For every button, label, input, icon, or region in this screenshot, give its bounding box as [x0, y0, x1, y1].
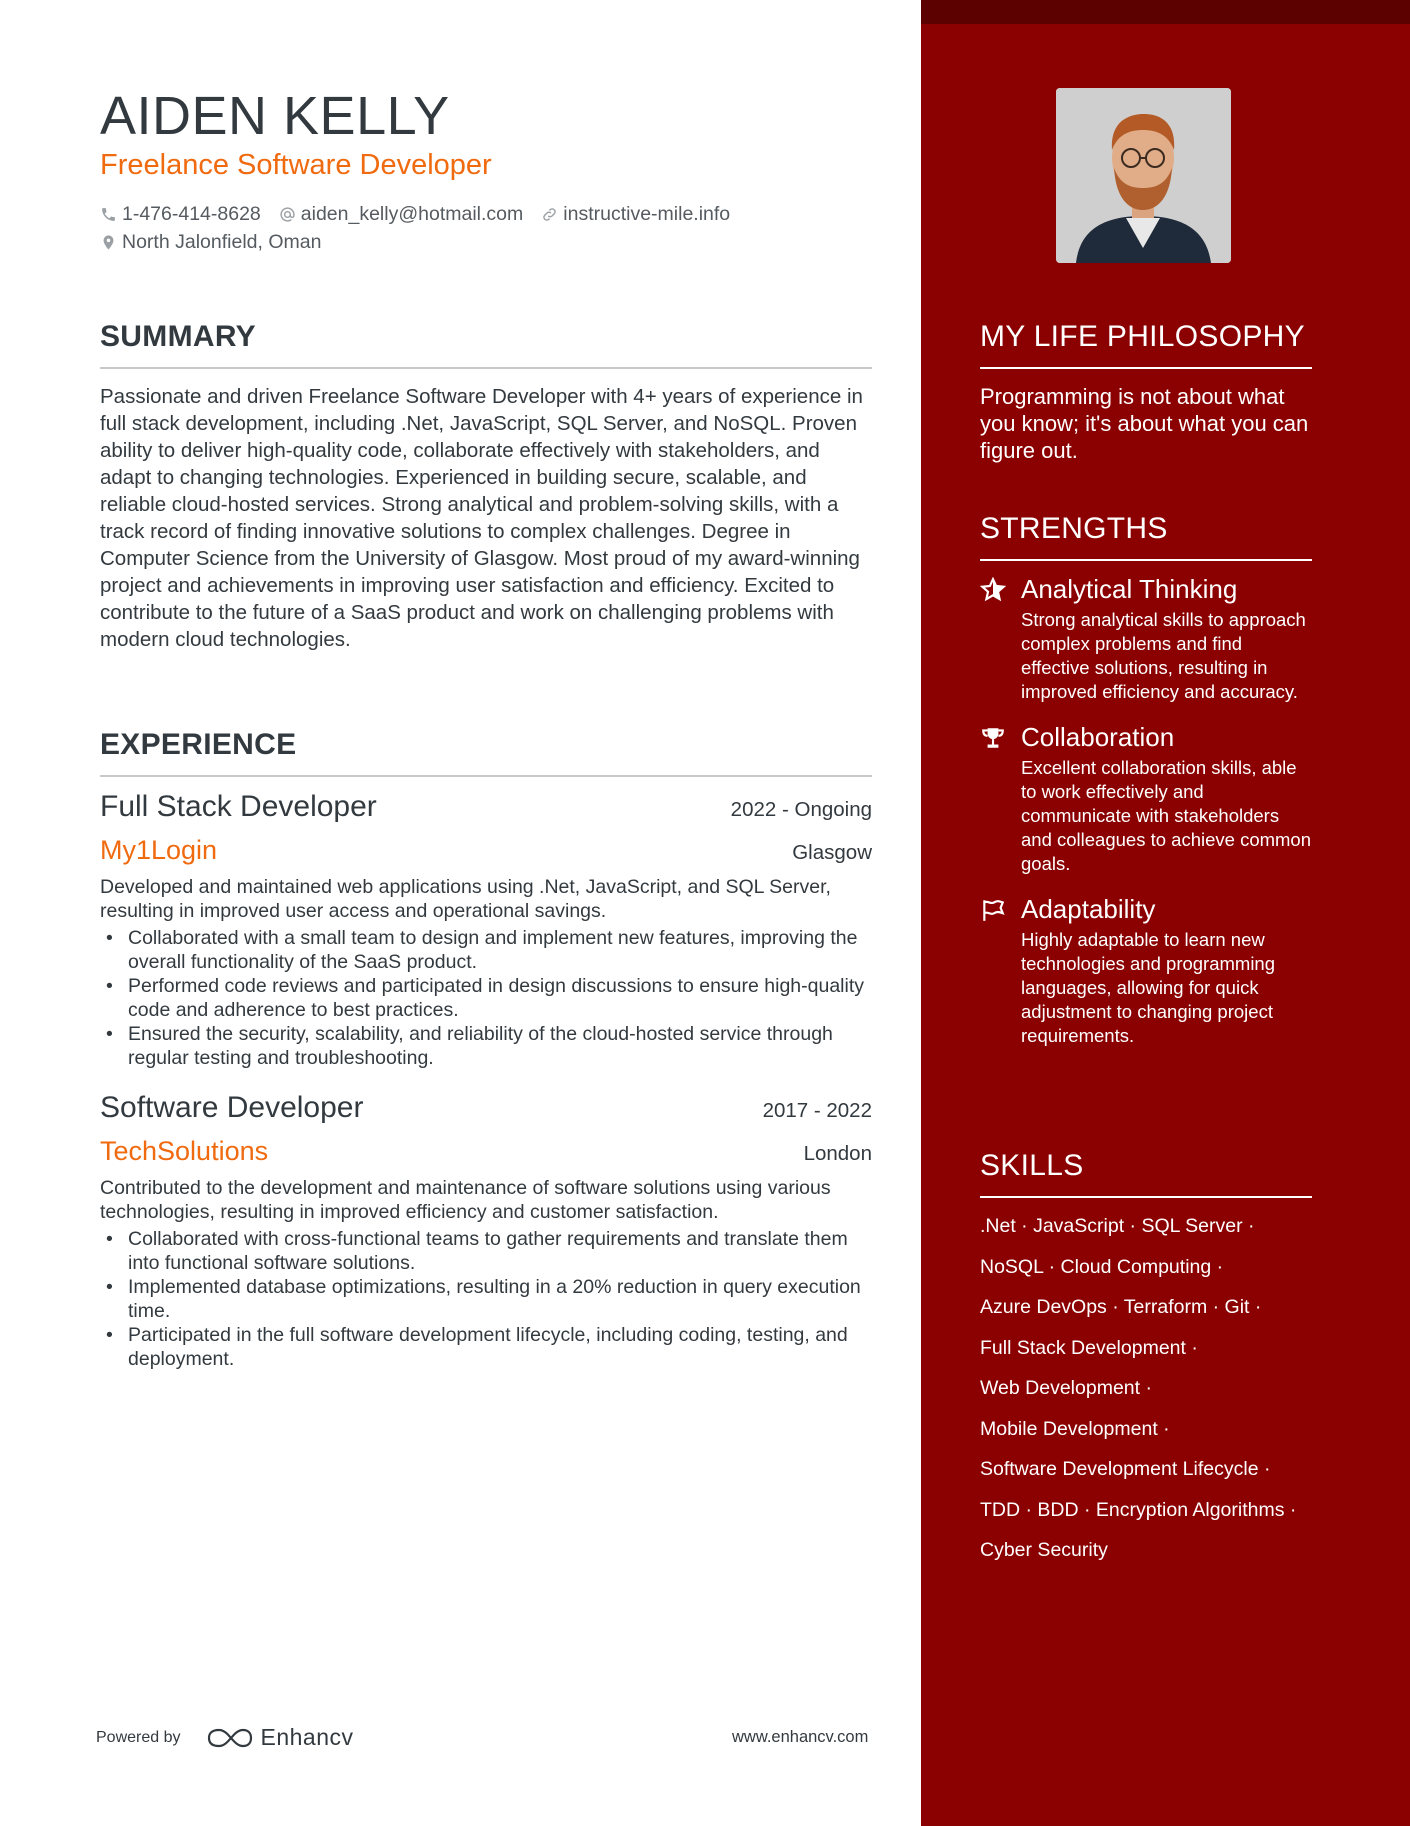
strengths-section — [980, 511, 1312, 1048]
contact-email[interactable] — [279, 202, 523, 226]
skill-line: NoSQL · Cloud Computing · — [980, 1255, 1224, 1278]
job-achievements — [100, 1227, 872, 1371]
job-dates: 2022 - Ongoing — [730, 798, 872, 821]
strengths-title: STRENGTHS — [980, 512, 1168, 545]
philosophy-text: Programming is not about what you know; it's about what you can figure out. — [980, 384, 1309, 463]
candidate-name: AIDEN KELLY — [100, 86, 450, 146]
skill-line: Azure DevOps · Terraform · Git · — [980, 1296, 1262, 1318]
skill-line: Mobile Development · — [980, 1417, 1170, 1440]
skills-list — [980, 1206, 1312, 1571]
skill-line: TDD · BDD · Encryption Algorithms · — [980, 1498, 1297, 1521]
contact-phone[interactable] — [100, 202, 261, 226]
achievement-item: • Performed code reviews and participated in design discussions to ensure high-quality code and adherence to best practices. — [100, 974, 872, 1022]
strength-description: Excellent collaboration skills, able to work effectively and communicate with stakeholders and colleagues to achieve common goals. — [1021, 757, 1312, 874]
strengths-divider — [980, 559, 1312, 561]
portrait-illustration — [1056, 88, 1231, 263]
flag-icon — [980, 897, 1006, 923]
strength-title: Collaboration — [1021, 722, 1175, 752]
strength-title: Analytical Thinking — [1021, 574, 1238, 604]
summary-divider — [100, 367, 872, 369]
strength-item — [980, 573, 1312, 704]
enhancv-logo-icon — [207, 1726, 253, 1750]
contact-row-primary — [100, 202, 748, 226]
contact-website[interactable] — [541, 202, 730, 226]
strength-description: Highly adaptable to learn new technologies and programming languages, allowing for quick adjustment to changing project requirements. — [1021, 929, 1276, 1046]
job-company: My1Login — [100, 835, 218, 865]
achievement-item: • Ensured the security, scalability, and reliability of the cloud-hosted service through regular testing and troubleshooting. — [100, 1022, 872, 1070]
summary-text: Passionate and driven Freelance Software Developer with 4+ years of experience in full stack development, including .Net, JavaScript, SQL Server, and NoSQL. Proven ability to deliver high-quality code, collaborate effectively with stakeholders, and adapt to changing technologies. Experienced in building secure, scalable, and reliable cloud-hosted services. Strong analytical and problem-solving skills, with a track record of finding innovative solutions to complex challenges. Degree in Computer Science from the University of Glasgow. Most proud of my award-winning project and achievements in improving user satisfaction and efficiency. Excited to contribute to the future of a SaaS product and work on challenging problems with modern cloud technologies. — [100, 385, 863, 651]
job-entry — [100, 1090, 872, 1371]
brand-name: Enhancv — [260, 1724, 354, 1750]
summary-section — [100, 319, 872, 653]
strength-description: Strong analytical skills to approach complex problems and find effective solutions, resulting in improved efficiency and accuracy. — [1021, 609, 1306, 702]
phone-icon — [100, 206, 117, 223]
job-achievements — [100, 926, 872, 1070]
strength-title: Adaptability — [1021, 894, 1156, 924]
job-description: Developed and maintained web applications using .Net, JavaScript, and SQL Server, resulting in improved user access and operational savings. — [100, 876, 831, 922]
experience-title: EXPERIENCE — [100, 728, 297, 761]
philosophy-divider — [980, 367, 1312, 369]
location-text: North Jalonfield, Oman — [122, 231, 322, 253]
job-title: Full Stack Developer — [100, 790, 377, 823]
achievement-item: • Collaborated with a small team to design and implement new features, improving the overall functionality of the SaaS product. — [100, 926, 872, 974]
at-icon — [279, 206, 296, 223]
footer-url-link[interactable]: www.enhancv.com — [732, 1728, 869, 1746]
candidate-headline: Freelance Software Developer — [100, 149, 492, 181]
trophy-icon — [980, 725, 1006, 751]
strength-item — [980, 721, 1312, 876]
philosophy-title: MY LIFE PHILOSOPHY — [980, 320, 1305, 353]
summary-title: SUMMARY — [100, 320, 256, 353]
job-title: Software Developer — [100, 1091, 364, 1124]
job-location: Glasgow — [792, 841, 872, 864]
skill-line: Cyber Security — [980, 1539, 1108, 1561]
footer-branding — [96, 1724, 354, 1751]
job-location: London — [803, 1142, 872, 1165]
achievement-item: • Collaborated with cross-functional teams to gather requirements and translate them into functional software solutions. — [100, 1227, 872, 1275]
achievement-item: • Implemented database optimizations, resulting in a 20% reduction in query execution time. — [100, 1275, 872, 1323]
link-icon — [541, 206, 558, 223]
profile-photo — [1056, 88, 1231, 263]
skills-divider — [980, 1196, 1312, 1198]
location-pin-icon — [100, 234, 117, 251]
skills-title: SKILLS — [980, 1149, 1084, 1182]
powered-by-text: Powered by — [96, 1728, 181, 1746]
job-dates: 2017 - 2022 — [762, 1099, 872, 1122]
job-company: TechSolutions — [100, 1136, 269, 1166]
email-text: aiden_kelly@hotmail.com — [300, 203, 524, 225]
sidebar-top-bar — [921, 0, 1410, 24]
skill-line: Software Development Lifecycle · — [980, 1458, 1271, 1480]
job-entry — [100, 789, 872, 1070]
experience-section — [100, 727, 872, 1371]
sidebar — [921, 0, 1410, 1826]
website-text: instructive-mile.info — [563, 203, 731, 225]
experience-divider — [100, 775, 872, 777]
strength-item — [980, 893, 1312, 1048]
star-icon — [980, 577, 1006, 603]
skill-line: .Net · JavaScript · SQL Server · — [980, 1215, 1255, 1237]
contact-location — [100, 230, 321, 254]
achievement-item: • Participated in the full software development lifecycle, including coding, testing, and deployment. — [100, 1323, 872, 1371]
contact-row-secondary — [100, 230, 339, 254]
skill-line: Full Stack Development · — [980, 1336, 1198, 1359]
skills-section — [980, 1148, 1312, 1571]
philosophy-section — [980, 319, 1312, 464]
job-description: Contributed to the development and maintenance of software solutions using various technologies, resulting in improved efficiency and customer satisfaction. — [100, 1177, 831, 1223]
phone-text: 1-476-414-8628 — [122, 203, 261, 225]
skill-line: Web Development · — [980, 1377, 1152, 1399]
